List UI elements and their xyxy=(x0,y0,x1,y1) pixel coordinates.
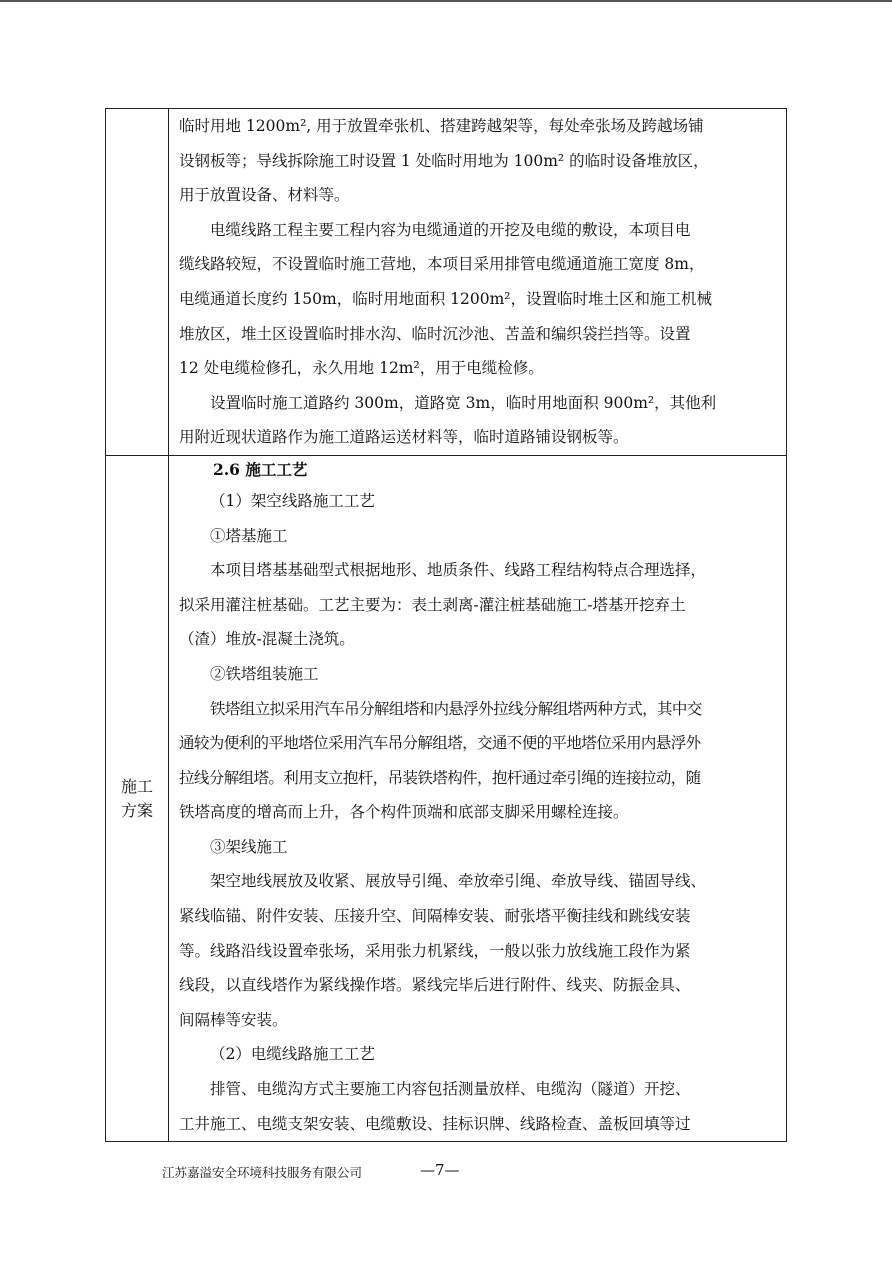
paragraph-line: 堆放区，堆土区设置临时排水沟、临时沉沙池、苫盖和编织袋拦挡等。设置 xyxy=(179,324,691,343)
table-row-continued xyxy=(106,109,787,456)
paragraph-line: 拉线分解组塔。利用支立抱杆，吊装铁塔构件，抱杆通过牵引绳的连接拉动，随 xyxy=(179,768,701,787)
paragraph-line: 缆线路较短，不设置临时施工营地，本项目采用排管电缆通道施工宽度 8m， xyxy=(179,255,705,274)
paragraph-line: 等。线路沿线设置牵张场，采用张力机紧线，一般以张力放线施工段作为紧 xyxy=(179,941,691,960)
item-title: ①塔基施工 xyxy=(210,526,288,545)
paragraph-line: 设置临时施工道路约 300m，道路宽 3m，临时用地面积 900m²，其他利 xyxy=(210,393,717,412)
label-line: 施工 xyxy=(120,776,153,796)
paragraph-line: 本项目塔基基础型式根据地形、地质条件、线路工程结构特点合理选择， xyxy=(210,561,707,580)
paragraph-line: 工井施工、电缆支架安装、电缆敷设、挂标识牌、线路检查、盖板回填等过 xyxy=(179,1114,691,1133)
paragraph-line: 拟采用灌注桩基础。工艺主要为：表土剥离-灌注桩基础施工-塔基开挖弃土 xyxy=(179,595,686,614)
subsection-title: （1）架空线路施工工艺 xyxy=(210,491,375,510)
paragraph-line: （渣）堆放-混凝土浇筑。 xyxy=(179,630,355,649)
paragraph-line: 通较为便利的平地塔位采用汽车吊分解组塔，交通不便的平地塔位采用内悬浮外 xyxy=(179,734,701,753)
paragraph-line: 排管、电缆沟方式主要施工内容包括测量放样、电缆沟（隧道）开挖、 xyxy=(210,1080,691,1099)
paragraph-line: 12 处电缆检修孔，永久用地 12m²，用于电缆检修。 xyxy=(179,359,544,378)
item-title: ②铁塔组装施工 xyxy=(210,664,319,683)
paragraph-line: 铁塔高度的增高而上升，各个构件顶端和底部支脚采用螺栓连接。 xyxy=(179,803,629,822)
top-border-line xyxy=(0,0,892,2)
table-row-construction-plan xyxy=(106,455,787,1141)
subsection-title: （2）电缆线路施工工艺 xyxy=(210,1045,375,1064)
paragraph-line: 间隔棒等安装。 xyxy=(179,1010,288,1029)
label-line: 方案 xyxy=(120,800,153,820)
paragraph-line: 铁塔组立拟采用汽车吊分解组塔和内悬浮外拉线分解组塔两种方式，其中交 xyxy=(210,699,702,718)
row-content-construction-process xyxy=(169,455,787,1141)
row-content-land-use xyxy=(169,109,787,456)
section-heading: 2.6 施工工艺 xyxy=(213,459,308,479)
footer-company: 江苏嘉溢安全环境科技服务有限公司 xyxy=(162,1165,363,1180)
page-number: —7— xyxy=(420,1161,460,1179)
construction-table xyxy=(105,108,787,1142)
paragraph-line: 临时用地 1200m², 用于放置牵张机、搭建跨越架等，每处牵张场及跨越场铺 xyxy=(179,117,704,135)
paragraph-line: 线段，以直线塔作为紧线操作塔。紧线完毕后进行附件、线夹、防振金具、 xyxy=(179,976,691,995)
item-title: ③架线施工 xyxy=(210,837,288,856)
paragraph-line: 电缆线路工程主要工程内容为电缆通道的开挖及电缆的敷设，本项目电 xyxy=(210,220,691,239)
paragraph-line: 架空地线展放及收紧、展放导引绳、牵放牵引绳、牵放导线、锚固导线、 xyxy=(210,872,707,891)
row-label-construction-plan xyxy=(106,455,169,1141)
paragraph-line: 紧线临锚、附件安装、压接升空、间隔棒安装、耐张塔平衡挂线和跳线安装 xyxy=(179,907,691,926)
row-label-empty xyxy=(106,109,169,456)
paragraph-line: 用于放置设备、材料等。 xyxy=(179,186,350,205)
paragraph-line: 用附近现状道路作为施工道路运送材料等，临时道路铺设钢板等。 xyxy=(179,428,629,447)
paragraph-line: 设钢板等；导线拆除施工时设置 1 处临时用地为 100m² 的临时设备堆放区， xyxy=(179,151,709,170)
paragraph-line: 电缆通道长度约 150m，临时用地面积 1200m²，设置临时堆土区和施工机械 xyxy=(179,289,712,308)
